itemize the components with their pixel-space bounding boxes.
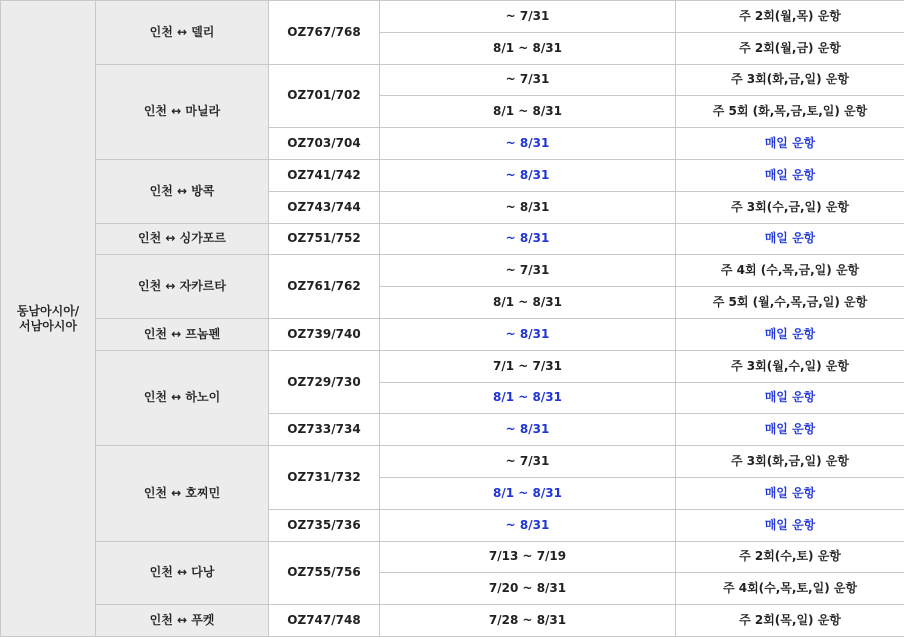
schedule-cell: 주 2회(목,일) 운항 xyxy=(676,605,904,637)
schedule-cell: 주 3회(수,금,일) 운항 xyxy=(676,191,904,223)
flight-number-cell: OZ743/744 xyxy=(269,191,380,223)
flight-number-cell: OZ733/734 xyxy=(269,414,380,446)
schedule-cell: 주 4회 (수,목,금,일) 운항 xyxy=(676,255,904,287)
table-row xyxy=(1,255,904,287)
route-cell: 인천 ↔ 방콕 xyxy=(96,159,269,223)
route-cell: 인천 ↔ 자카르타 xyxy=(96,255,269,319)
period-cell: 7/13 ~ 7/19 xyxy=(380,541,676,573)
route-cell: 인천 ↔ 호찌민 xyxy=(96,446,269,541)
schedule-cell: 매일 운항 xyxy=(676,382,904,414)
route-cell: 인천 ↔ 마닐라 xyxy=(96,64,269,159)
schedule-cell: 매일 운항 xyxy=(676,159,904,191)
table-row xyxy=(1,541,904,573)
flight-number-cell: OZ747/748 xyxy=(269,605,380,637)
period-cell: 8/1 ~ 8/31 xyxy=(380,477,676,509)
schedule-cell: 주 3회(화,금,일) 운항 xyxy=(676,446,904,478)
table-row xyxy=(1,446,904,478)
flight-number-cell: OZ703/704 xyxy=(269,128,380,160)
schedule-cell: 주 2회(월,목) 운항 xyxy=(676,1,904,33)
period-cell: ~ 8/31 xyxy=(380,223,676,255)
period-cell: ~ 8/31 xyxy=(380,509,676,541)
schedule-cell: 매일 운항 xyxy=(676,223,904,255)
flight-number-cell: OZ739/740 xyxy=(269,318,380,350)
schedule-cell: 주 5회 (화,목,금,토,일) 운항 xyxy=(676,96,904,128)
route-cell: 인천 ↔ 다낭 xyxy=(96,541,269,605)
flight-number-cell: OZ751/752 xyxy=(269,223,380,255)
period-cell: ~ 7/31 xyxy=(380,1,676,33)
period-cell: 8/1 ~ 8/31 xyxy=(380,32,676,64)
schedule-cell: 매일 운항 xyxy=(676,318,904,350)
flight-schedule-body xyxy=(1,1,904,637)
schedule-cell: 주 3회(화,금,일) 운항 xyxy=(676,64,904,96)
table-row xyxy=(1,1,904,33)
flight-number-cell: OZ741/742 xyxy=(269,159,380,191)
schedule-cell: 주 4회(수,목,토,일) 운항 xyxy=(676,573,904,605)
period-cell: 8/1 ~ 8/31 xyxy=(380,382,676,414)
table-row xyxy=(1,159,904,191)
flight-number-cell: OZ701/702 xyxy=(269,64,380,128)
period-cell: 8/1 ~ 8/31 xyxy=(380,96,676,128)
table-row xyxy=(1,605,904,637)
route-cell: 인천 ↔ 푸켓 xyxy=(96,605,269,637)
route-cell: 인천 ↔ 하노이 xyxy=(96,350,269,445)
flight-number-cell: OZ735/736 xyxy=(269,509,380,541)
table-row xyxy=(1,350,904,382)
period-cell: ~ 8/31 xyxy=(380,128,676,160)
table-row xyxy=(1,318,904,350)
period-cell: ~ 7/31 xyxy=(380,64,676,96)
period-cell: 8/1 ~ 8/31 xyxy=(380,287,676,319)
period-cell: 7/28 ~ 8/31 xyxy=(380,605,676,637)
period-cell: ~ 7/31 xyxy=(380,255,676,287)
period-cell: ~ 8/31 xyxy=(380,191,676,223)
region-label-line1: 동남아시아/ xyxy=(16,303,80,318)
flight-number-cell: OZ761/762 xyxy=(269,255,380,319)
region-label-line2: 서남아시아 xyxy=(19,318,77,333)
period-cell: 7/20 ~ 8/31 xyxy=(380,573,676,605)
table-row xyxy=(1,64,904,96)
period-cell: ~ 8/31 xyxy=(380,414,676,446)
schedule-cell: 주 3회(월,수,일) 운항 xyxy=(676,350,904,382)
flight-number-cell: OZ767/768 xyxy=(269,1,380,65)
period-cell: ~ 7/31 xyxy=(380,446,676,478)
flight-number-cell: OZ731/732 xyxy=(269,446,380,510)
route-cell: 인천 ↔ 프놈펜 xyxy=(96,318,269,350)
region-cell xyxy=(1,1,96,637)
schedule-cell: 주 5회 (월,수,목,금,일) 운항 xyxy=(676,287,904,319)
schedule-cell: 매일 운항 xyxy=(676,509,904,541)
schedule-cell: 매일 운항 xyxy=(676,477,904,509)
schedule-cell: 매일 운항 xyxy=(676,414,904,446)
period-cell: ~ 8/31 xyxy=(380,159,676,191)
schedule-cell: 주 2회(수,토) 운항 xyxy=(676,541,904,573)
schedule-cell: 주 2회(월,금) 운항 xyxy=(676,32,904,64)
route-cell: 인천 ↔ 싱가포르 xyxy=(96,223,269,255)
schedule-cell: 매일 운항 xyxy=(676,128,904,160)
table-row xyxy=(1,223,904,255)
period-cell: 7/1 ~ 7/31 xyxy=(380,350,676,382)
flight-number-cell: OZ755/756 xyxy=(269,541,380,605)
period-cell: ~ 8/31 xyxy=(380,318,676,350)
flight-number-cell: OZ729/730 xyxy=(269,350,380,414)
route-cell: 인천 ↔ 델리 xyxy=(96,1,269,65)
